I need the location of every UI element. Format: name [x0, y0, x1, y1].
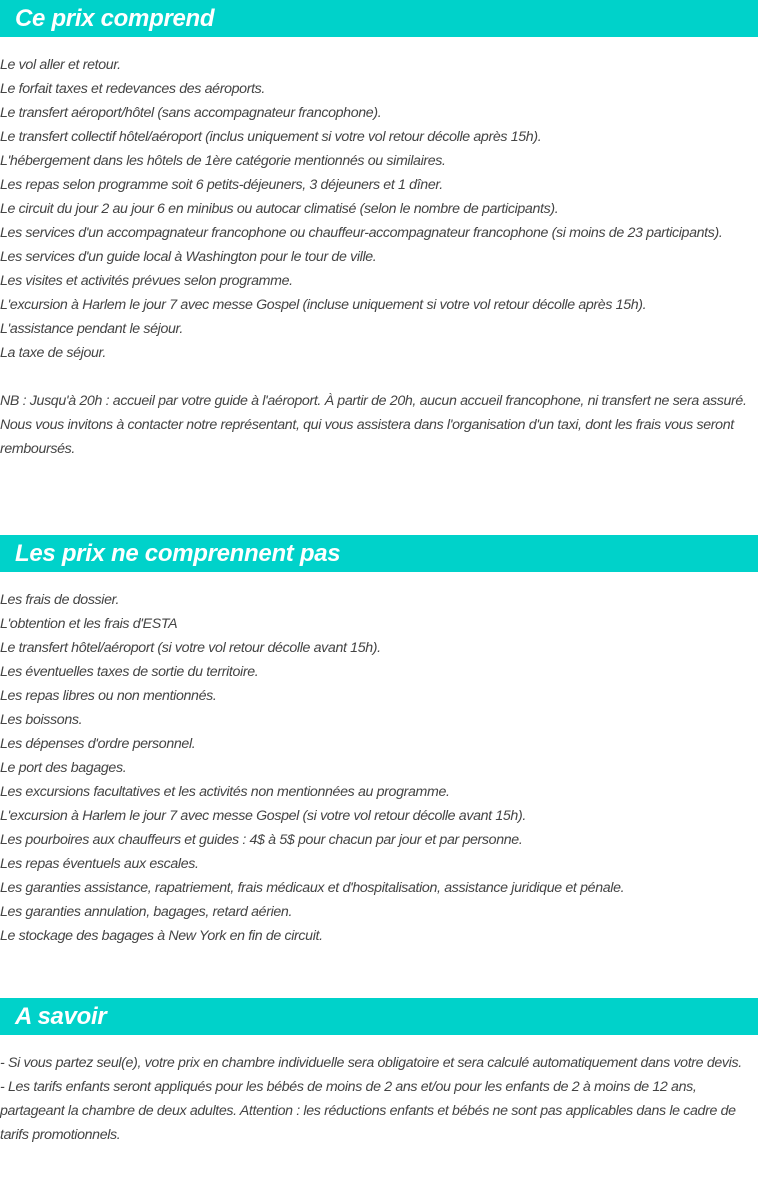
list-item: Les garanties annulation, bagages, retard aérien. [0, 904, 293, 920]
section-price-excludes [0, 535, 758, 948]
includes-list [0, 37, 758, 461]
list-item: L'obtention et les frais d'ESTA [0, 616, 178, 632]
section-title: A savoir [0, 998, 758, 1035]
list-item: La taxe de séjour. [0, 345, 106, 361]
list-item: Le circuit du jour 2 au jour 6 en minibus ou autocar climatisé (selon le nombre de participants). [0, 201, 559, 217]
list-item: Les repas libres ou non mentionnés. [0, 688, 217, 704]
list-item: Les repas selon programme soit 6 petits-déjeuners, 3 déjeuners et 1 dîner. [0, 177, 443, 193]
list-item: Les excursions facultatives et les activités non mentionnées au programme. [0, 784, 450, 800]
list-item: Le port des bagages. [0, 760, 127, 776]
list-item: Les boissons. [0, 712, 83, 728]
section-title: Ce prix comprend [0, 0, 758, 37]
list-item: L'excursion à Harlem le jour 7 avec messe Gospel (incluse uniquement si votre vol retour décolle après 15h). [0, 297, 647, 313]
list-item: - Si vous partez seul(e), votre prix en chambre individuelle sera obligatoire et sera calculé automatiquement dans votre devis. [0, 1055, 742, 1071]
list-item: Les dépenses d'ordre personnel. [0, 736, 196, 752]
list-item: Les visites et activités prévues selon programme. [0, 273, 293, 289]
good-to-know-list [0, 1035, 758, 1147]
airport-note: NB : Jusqu'à 20h : accueil par votre guide à l'aéroport. À partir de 20h, aucun accueil francophone, ni transfert ne sera assuré. Nous vous invitons à contacter notre représentant, qui vous assistera dans l'organisation d'un taxi, dont les frais vous seront remboursés. [0, 393, 747, 457]
list-item: Les frais de dossier. [0, 592, 120, 608]
section-price-includes [0, 0, 758, 461]
list-item: Les services d'un accompagnateur francophone ou chauffeur-accompagnateur francophone (si moins de 23 participants). [0, 225, 723, 241]
list-item: Le transfert collectif hôtel/aéroport (inclus uniquement si votre vol retour décolle après 15h). [0, 129, 542, 145]
list-item: Les services d'un guide local à Washington pour le tour de ville. [0, 249, 377, 265]
list-item: L'hébergement dans les hôtels de 1ère catégorie mentionnés ou similaires. [0, 153, 446, 169]
list-item: L'assistance pendant le séjour. [0, 321, 183, 337]
list-item: Le transfert hôtel/aéroport (si votre vol retour décolle avant 15h). [0, 640, 381, 656]
section-title: Les prix ne comprennent pas [0, 535, 758, 572]
list-item: Les repas éventuels aux escales. [0, 856, 199, 872]
list-item: Le vol aller et retour. [0, 57, 121, 73]
section-good-to-know [0, 998, 758, 1147]
list-item: Le forfait taxes et redevances des aéroports. [0, 81, 266, 97]
list-item: Les garanties assistance, rapatriement, frais médicaux et d'hospitalisation, assistance juridique et pénale. [0, 880, 625, 896]
list-item: - Les tarifs enfants seront appliqués pour les bébés de moins de 2 ans et/ou pour les enfants de 2 à moins de 12 ans, partageant la chambre de deux adultes. Attention : les réductions enfants et bébés ne sont pas applicables dans le cadre de tarifs promotionnels. [0, 1079, 736, 1143]
excludes-list [0, 572, 758, 948]
list-item: Les éventuelles taxes de sortie du territoire. [0, 664, 259, 680]
list-item: L'excursion à Harlem le jour 7 avec messe Gospel (si votre vol retour décolle avant 15h). [0, 808, 526, 824]
list-item: Le stockage des bagages à New York en fin de circuit. [0, 928, 323, 944]
list-item: Les pourboires aux chauffeurs et guides : 4$ à 5$ pour chacun par jour et par personne. [0, 832, 523, 848]
list-item: Le transfert aéroport/hôtel (sans accompagnateur francophone). [0, 105, 382, 121]
